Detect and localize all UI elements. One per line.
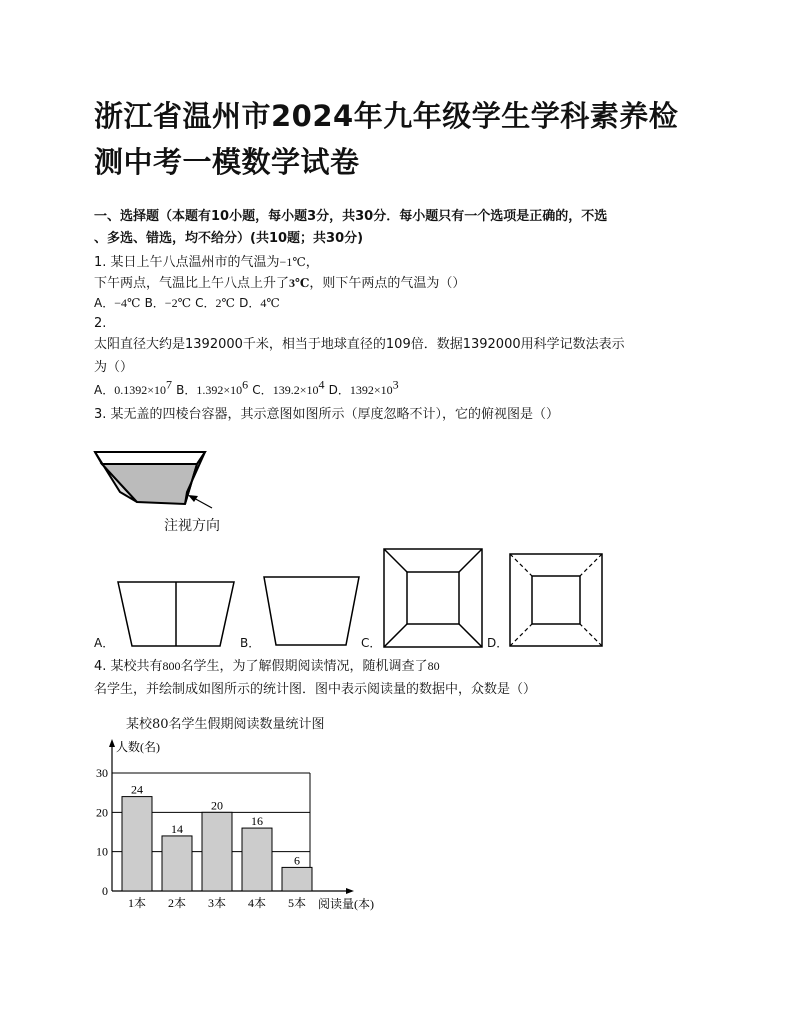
option-c-figure[interactable] <box>383 548 483 648</box>
q1-option-d[interactable]: D．4℃ <box>239 296 280 310</box>
q1-text-b: ， <box>305 255 319 270</box>
q2-options <box>94 378 399 398</box>
q2-option-a[interactable]: A．$0.1392\times 10^7$ <box>94 378 172 398</box>
bar <box>162 836 192 891</box>
y-tick-label: 0 <box>102 884 108 898</box>
q1-option-b[interactable]: B．−2℃ <box>144 296 191 310</box>
q3-option-c-label[interactable]: C． <box>361 636 382 650</box>
q1-option-a[interactable]: A．−4℃ <box>94 296 141 310</box>
chart-title: 某校80名学生假期阅读数量统计图 <box>126 717 325 732</box>
bar-value-label: 16 <box>251 814 263 829</box>
x-tick-label: 2本 <box>167 896 187 910</box>
q4-text-a: 4. 某校共有 <box>94 659 163 674</box>
frustum-top-rim <box>95 452 205 464</box>
q1-text-a: 1. 某日上午八点温州市的气温为 <box>94 255 280 270</box>
view-direction-caption: 注视方向 <box>164 518 220 534</box>
bar-value-label: 14 <box>171 821 183 836</box>
q1-line2 <box>94 272 465 291</box>
section-heading-line2: 、多选、错选，均不给分）(共10题；共30分) <box>94 231 364 246</box>
q4-sample-size: 80 <box>427 659 440 673</box>
q1-options <box>94 294 280 311</box>
y-tick-label: 20 <box>96 805 108 820</box>
q3-option-d-label[interactable]: D． <box>487 636 509 650</box>
bar-value-label: 6 <box>294 853 300 868</box>
x-tick-label: 5本 <box>287 896 307 910</box>
arrow-head-icon <box>188 495 198 502</box>
option-d-outer-square <box>510 554 602 646</box>
q1-text-d: ，则下午两点的气温为（） <box>309 276 466 291</box>
page-title-line2: 测中考一模数学试卷 <box>94 145 360 179</box>
bar <box>122 797 152 891</box>
q3-option-b-label[interactable]: B． <box>240 636 261 650</box>
q3-text: 3. 某无盖的四棱台容器，其示意图如图所示（厚度忽略不计），它的俯视图是（） <box>94 407 560 422</box>
q1-text-c: 下午两点，气温比上午八点上升了 <box>94 276 290 291</box>
reading-bar-chart <box>86 735 396 915</box>
bar <box>282 867 312 891</box>
q3-option-a-label[interactable]: A． <box>94 636 115 650</box>
q2-option-b[interactable]: B．$1.392\times 10^6$ <box>176 378 249 398</box>
x-axis-label: 阅读量(本) <box>318 897 374 911</box>
x-tick-label: 4本 <box>247 896 267 910</box>
q2-line1: 太阳直径大约是1392000千米，相当于地球直径的109倍．数据1392000用科学记数法表示 <box>94 337 625 352</box>
q2-line2: 为（） <box>94 360 134 375</box>
q4-line1 <box>94 655 440 674</box>
q2-number: 2. <box>94 316 107 331</box>
bar <box>202 812 232 891</box>
q2-option-c[interactable]: C．$139.2\times 10^4$ <box>252 378 325 398</box>
x-tick-label: 1本 <box>127 896 147 910</box>
q1-value-start: −1℃ <box>279 255 306 269</box>
x-tick-label: 3本 <box>207 896 227 910</box>
option-d-figure[interactable] <box>509 553 604 648</box>
q1-line1 <box>94 251 319 270</box>
y-axis-arrow-icon <box>109 739 115 747</box>
bar-value-label: 24 <box>131 782 143 797</box>
q4-text-b: 名学生，为了解假期阅读情况，随机调查了 <box>180 659 428 674</box>
bar-value-label: 20 <box>211 798 223 813</box>
q2-option-d[interactable]: D．$1392\times 10^3$ <box>328 378 399 398</box>
y-tick-label: 10 <box>96 844 108 859</box>
q1-value-rise: 3℃ <box>289 276 310 290</box>
option-b-figure[interactable] <box>262 575 362 647</box>
option-b-trapezoid <box>264 577 359 645</box>
q4-total-students: 800 <box>162 659 181 673</box>
y-axis-label: 人数(名) <box>116 740 160 754</box>
section-heading-line1: 一、选择题（本题有10小题，每小题3分，共30分．每小题只有一个选项是正确的，不选 <box>94 209 608 224</box>
bar <box>242 828 272 891</box>
q4-line2: 名学生，并绘制成如图所示的统计图．图中表示阅读量的数据中，众数是（） <box>94 682 537 697</box>
q1-option-c[interactable]: C．2℃ <box>195 296 235 310</box>
page-title-line1: 浙江省温州市2024年九年级学生学科素养检 <box>94 99 679 133</box>
x-axis-arrow-icon <box>346 888 354 894</box>
option-a-figure[interactable] <box>116 580 238 648</box>
y-tick-label: 30 <box>96 766 108 780</box>
